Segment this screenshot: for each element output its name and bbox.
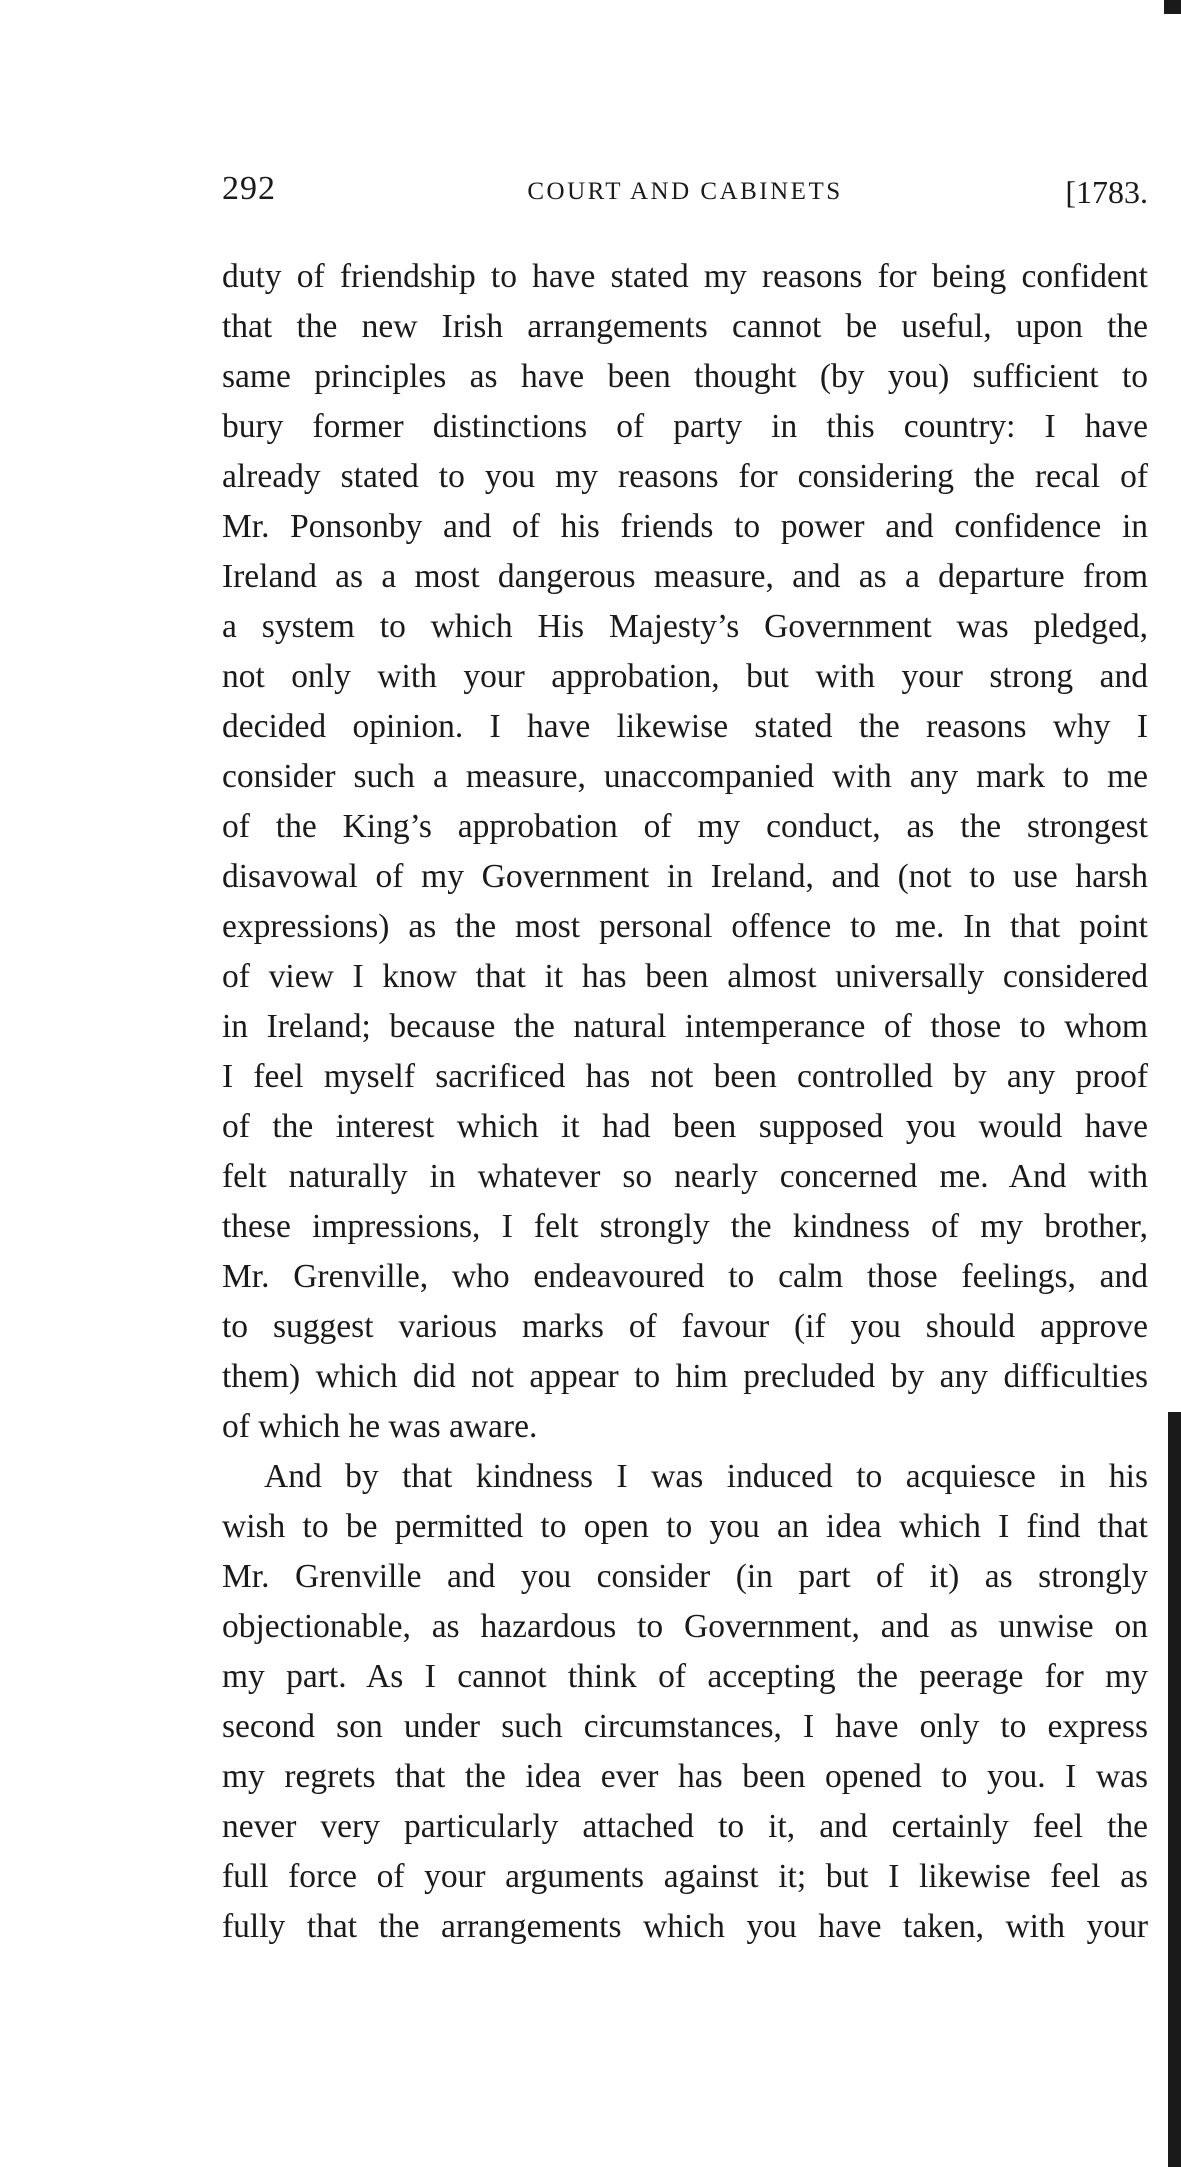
- text-line: expressions) as the most personal offence to me. In that point: [222, 908, 1148, 945]
- text-line: Mr. Grenville, who endeavoured to calm those feelings, and: [222, 1258, 1148, 1295]
- text-line: consider such a measure, unaccompanied with any mark to me: [222, 758, 1148, 795]
- text-line: decided opinion. I have likewise stated the reasons why I: [222, 708, 1148, 745]
- text-line: in Ireland; because the natural intemperance of those to whom: [222, 1008, 1148, 1045]
- text-line: of the King’s approbation of my conduct, as the strongest: [222, 808, 1148, 845]
- body-text: [222, 252, 1148, 1952]
- text-line: same principles as have been thought (by you) sufficient to: [222, 358, 1148, 395]
- text-line: of the interest which it had been supposed you would have: [222, 1108, 1148, 1145]
- text-line: duty of friendship to have stated my reasons for being confident: [222, 258, 1148, 295]
- text-line: to suggest various marks of favour (if you should approve: [222, 1308, 1148, 1345]
- text-line: disavowal of my Government in Ireland, and (not to use harsh: [222, 858, 1148, 895]
- text-line: objectionable, as hazardous to Government, and as unwise on: [222, 1608, 1148, 1645]
- text-line: wish to be permitted to open to you an idea which I find that: [222, 1508, 1148, 1545]
- text-line: my part. As I cannot think of accepting the peerage for my: [222, 1658, 1148, 1695]
- text-line: already stated to you my reasons for considering the recal of: [222, 458, 1148, 495]
- text-line: Mr. Grenville and you consider (in part of it) as strongly: [222, 1558, 1148, 1595]
- text-line: I feel myself sacrificed has not been controlled by any proof: [222, 1058, 1148, 1095]
- text-line: of view I know that it has been almost universally considered: [222, 958, 1148, 995]
- text-line: these impressions, I felt strongly the kindness of my brother,: [222, 1208, 1148, 1245]
- margin-scan-edge: [1168, 1412, 1181, 2167]
- text-line: that the new Irish arrangements cannot be useful, upon the: [222, 308, 1148, 345]
- text-line: not only with your approbation, but with your strong and: [222, 658, 1148, 695]
- text-line: second son under such circumstances, I have only to express: [222, 1708, 1148, 1745]
- text-line: a system to which His Majesty’s Government was pledged,: [222, 608, 1148, 645]
- top-edge-mark: [1164, 0, 1181, 14]
- running-head: [222, 170, 1148, 220]
- text-line: them) which did not appear to him precluded by any difficulties: [222, 1358, 1148, 1395]
- text-line-paragraph-end: of which he was aware.: [222, 1408, 538, 1445]
- text-line: fully that the arrangements which you have taken, with your: [222, 1908, 1148, 1945]
- text-line-paragraph-start: And by that kindness I was induced to acquiesce in his: [264, 1458, 1148, 1495]
- text-line: bury former distinctions of party in this country: I have: [222, 408, 1148, 445]
- page-number: 292: [222, 170, 276, 207]
- text-line: never very particularly attached to it, and certainly feel the: [222, 1808, 1148, 1845]
- text-line: Mr. Ponsonby and of his friends to power and confidence in: [222, 508, 1148, 545]
- running-year: [1783.: [1065, 174, 1148, 210]
- text-line: felt naturally in whatever so nearly concerned me. And with: [222, 1158, 1148, 1195]
- running-title: COURT AND CABINETS: [527, 178, 843, 205]
- text-line: Ireland as a most dangerous measure, and as a departure from: [222, 558, 1148, 595]
- text-line: my regrets that the idea ever has been opened to you. I was: [222, 1758, 1148, 1795]
- text-line: full force of your arguments against it; but I likewise feel as: [222, 1858, 1148, 1895]
